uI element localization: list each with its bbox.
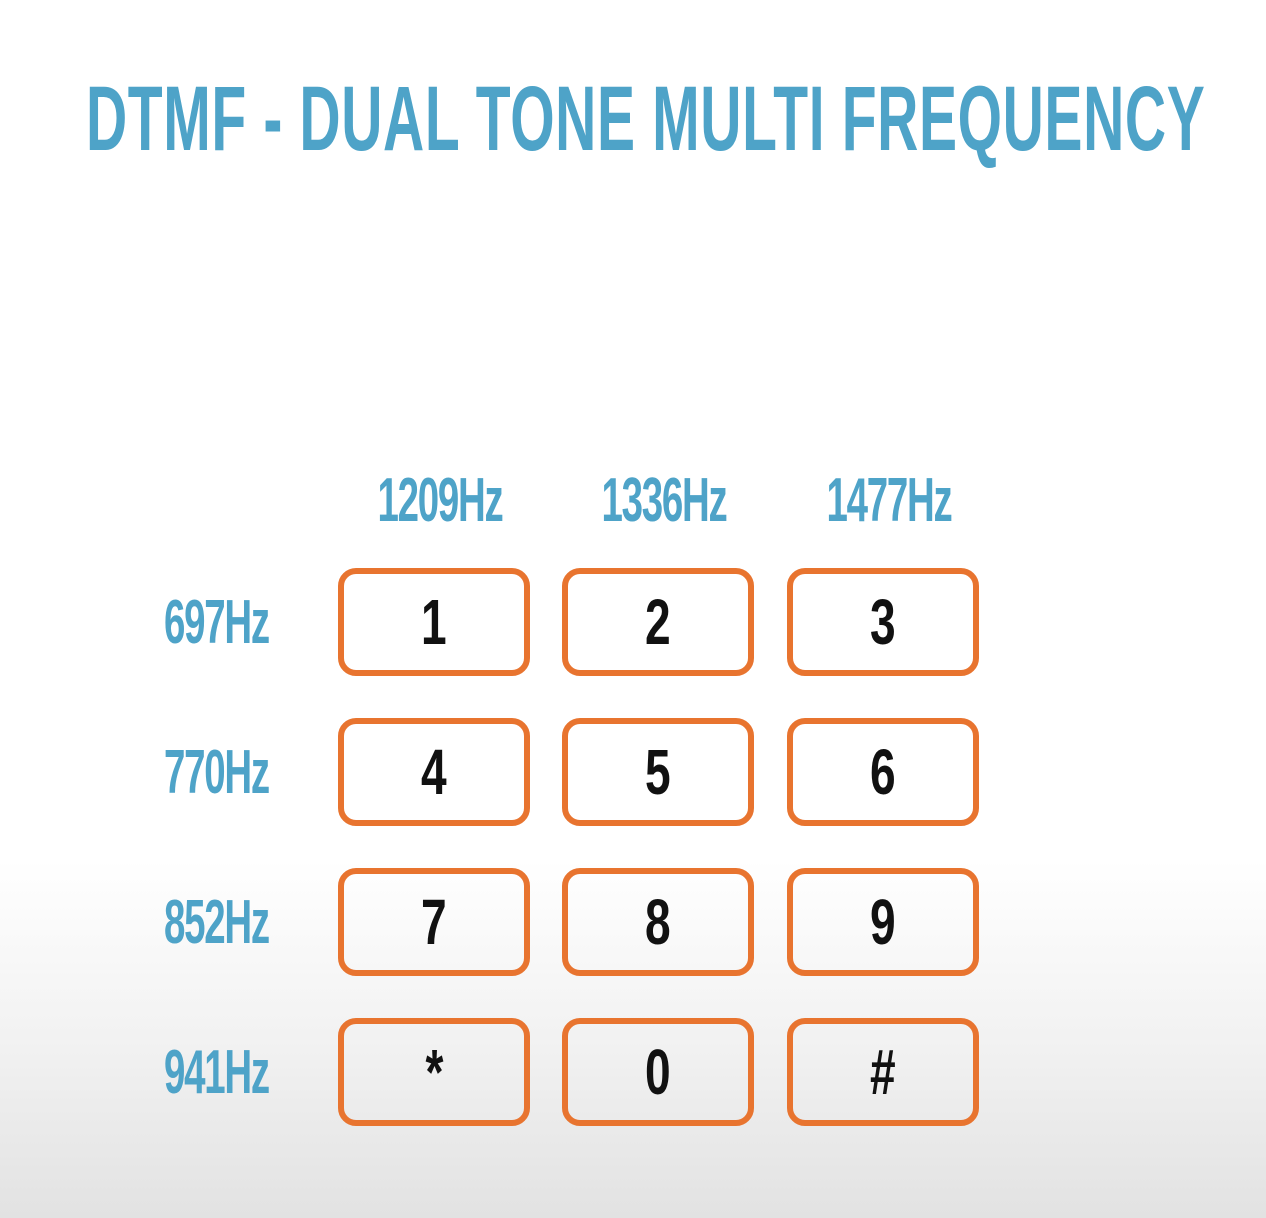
row-frequency-770: 770Hz bbox=[164, 738, 269, 807]
key-label: 7 bbox=[421, 886, 447, 958]
key-8[interactable] bbox=[562, 868, 754, 976]
key-star[interactable] bbox=[338, 1018, 530, 1126]
row-frequency-852: 852Hz bbox=[164, 888, 269, 957]
key-label: # bbox=[870, 1036, 896, 1108]
key-label: 1 bbox=[421, 586, 447, 658]
key-label: 0 bbox=[645, 1036, 671, 1108]
key-label: 8 bbox=[645, 886, 671, 958]
key-label: * bbox=[425, 1036, 443, 1108]
key-0[interactable] bbox=[562, 1018, 754, 1126]
row-frequency-941: 941Hz bbox=[164, 1038, 269, 1107]
key-label: 6 bbox=[870, 736, 896, 808]
key-2[interactable] bbox=[562, 568, 754, 676]
key-3[interactable] bbox=[787, 568, 979, 676]
key-9[interactable] bbox=[787, 868, 979, 976]
key-1[interactable] bbox=[338, 568, 530, 676]
key-4[interactable] bbox=[338, 718, 530, 826]
column-frequency-1336: 1336Hz bbox=[601, 466, 727, 535]
key-label: 4 bbox=[421, 736, 447, 808]
key-label: 5 bbox=[645, 736, 671, 808]
key-label: 9 bbox=[870, 886, 896, 958]
key-6[interactable] bbox=[787, 718, 979, 826]
key-label: 2 bbox=[645, 586, 671, 658]
key-7[interactable] bbox=[338, 868, 530, 976]
key-label: 3 bbox=[870, 586, 896, 658]
column-frequency-1209: 1209Hz bbox=[377, 466, 503, 535]
page-title: DTMF - DUAL TONE MULTI FREQUENCY bbox=[86, 68, 1206, 170]
column-frequency-1477: 1477Hz bbox=[826, 466, 952, 535]
key-hash[interactable] bbox=[787, 1018, 979, 1126]
row-frequency-697: 697Hz bbox=[164, 588, 269, 657]
key-5[interactable] bbox=[562, 718, 754, 826]
